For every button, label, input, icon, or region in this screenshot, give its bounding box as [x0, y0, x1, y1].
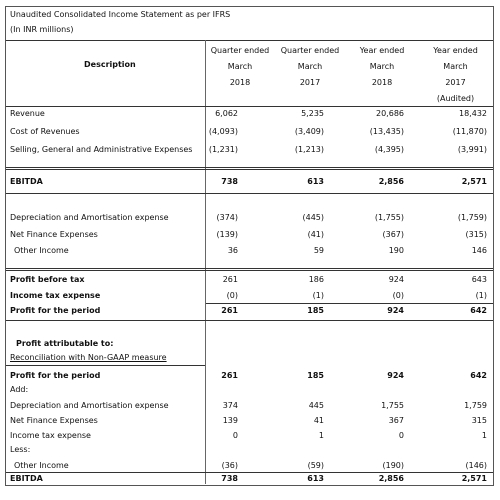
- cell-y2018: 0: [398, 431, 404, 440]
- cell-y2018: 924: [387, 306, 404, 315]
- cell-q2017: 185: [307, 306, 324, 315]
- col4-header-line1: Year ended: [433, 46, 478, 55]
- cell-q2017: 59: [313, 246, 324, 255]
- cell-q2017: 186: [308, 275, 324, 284]
- col2-header: [274, 43, 346, 91]
- income-statement-document: [5, 6, 494, 486]
- cell-y2018: (13,435): [369, 127, 404, 136]
- row-label: Profit for the period: [10, 371, 101, 380]
- row-other-income-recon: [6, 459, 493, 473]
- row-label: Other Income: [14, 246, 69, 255]
- row-label: Reconciliation with Non-GAAP measure: [10, 353, 167, 362]
- col3-header-line3: 2018: [371, 78, 393, 87]
- col4-header-line3: 2017: [445, 78, 466, 87]
- row-reconciliation-heading: [6, 351, 493, 365]
- row-label: EBITDA: [10, 474, 43, 483]
- cell-q2018: 261: [221, 371, 238, 380]
- statement-units: (In INR millions): [10, 25, 74, 34]
- cell-q2017: 41: [313, 416, 324, 425]
- cell-q2018: 139: [222, 416, 238, 425]
- col2-header-line3: 2017: [299, 78, 321, 87]
- col3-header-line2: March: [369, 62, 395, 71]
- divider-pbt-top-2: [6, 270, 493, 271]
- cell-y2017: 315: [471, 416, 487, 425]
- row-profit-before-tax: [6, 273, 493, 287]
- row-cost-of-revenues: [6, 125, 493, 139]
- cell-q2017: (3,409): [294, 127, 324, 136]
- cell-q2018: (1,231): [208, 145, 238, 154]
- row-label: Revenue: [10, 109, 45, 118]
- title-divider: [6, 40, 493, 41]
- divider-reconciliation: [6, 365, 205, 366]
- col1-header-line2: March: [227, 62, 253, 71]
- row-label: Profit for the period: [10, 306, 101, 315]
- cell-y2018: (190): [382, 461, 404, 470]
- divider-pfp-bottom: [6, 320, 493, 321]
- divider-ebitda-top: [6, 167, 493, 168]
- row-label: Other Income: [14, 461, 69, 470]
- cell-q2018: 738: [221, 474, 238, 483]
- cell-y2017: 2,571: [461, 474, 487, 483]
- row-label: Add:: [10, 385, 29, 394]
- cell-y2017: 146: [471, 246, 487, 255]
- cell-y2018: 924: [388, 275, 404, 284]
- cell-y2018: 190: [388, 246, 404, 255]
- cell-y2017: (3,991): [457, 145, 487, 154]
- cell-q2018: 0: [232, 431, 238, 440]
- row-profit-for-period-recon: [6, 369, 493, 383]
- cell-q2017: 613: [307, 474, 324, 483]
- row-add: [6, 383, 493, 397]
- col2-header-line1: Quarter ended: [280, 46, 340, 55]
- cell-y2017: (146): [465, 461, 487, 470]
- divider-ebitda-bottom: [6, 193, 493, 194]
- cell-y2018: (0): [392, 291, 404, 300]
- cell-q2017: (1,213): [294, 145, 324, 154]
- cell-y2018: 2,856: [378, 474, 404, 483]
- divider-pbt-top: [6, 268, 493, 269]
- statement-title: Unaudited Consolidated Income Statement as per IFRS: [10, 10, 231, 19]
- col4-header: [418, 43, 493, 107]
- cell-q2018: (139): [216, 230, 238, 239]
- cell-y2018: 1,755: [381, 401, 404, 410]
- cell-q2018: (374): [216, 213, 238, 222]
- col4-header-line2: March: [443, 62, 468, 71]
- cell-y2017: (315): [465, 230, 487, 239]
- row-label: EBITDA: [10, 177, 43, 186]
- row-other-income: [6, 244, 493, 258]
- col1-header-line3: 2018: [229, 78, 251, 87]
- cell-y2018: 2,856: [378, 177, 404, 186]
- row-label: Net Finance Expenses: [10, 230, 98, 239]
- cell-q2017: (41): [307, 230, 324, 239]
- row-label: Net Finance Expenses: [10, 416, 98, 425]
- cell-q2018: 261: [222, 275, 238, 284]
- row-net-finance: [6, 228, 493, 242]
- cell-y2017: 18,432: [459, 109, 487, 118]
- cell-y2017: 1,759: [464, 401, 487, 410]
- row-income-tax: [6, 289, 493, 303]
- col4-header-line4: (Audited): [436, 94, 475, 103]
- cell-q2017: 445: [308, 401, 324, 410]
- cell-y2017: 643: [471, 275, 487, 284]
- col2-header-line2: March: [297, 62, 323, 71]
- cell-y2018: (1,755): [374, 213, 404, 222]
- row-label: Profit before tax: [10, 275, 85, 284]
- cell-y2017: 2,571: [461, 177, 487, 186]
- divider-ebitda-top-2: [6, 169, 493, 170]
- cell-q2018: 6,062: [215, 109, 238, 118]
- row-label: Less:: [10, 445, 31, 454]
- cell-q2018: (0): [226, 291, 238, 300]
- cell-y2018: (367): [382, 230, 404, 239]
- row-label: Income tax expense: [10, 291, 101, 300]
- cell-q2018: 738: [221, 177, 238, 186]
- cell-q2017: 185: [307, 371, 324, 380]
- cell-y2017: (11,870): [452, 127, 487, 136]
- cell-y2017: 642: [470, 306, 487, 315]
- row-sga-expenses: [6, 143, 493, 157]
- row-net-finance-recon: [6, 414, 493, 428]
- cell-q2017: 5,235: [301, 109, 324, 118]
- cell-q2017: 1: [318, 431, 324, 440]
- description-header: Description: [84, 60, 136, 69]
- col3-header-line1: Year ended: [359, 46, 405, 55]
- cell-y2018: 924: [387, 371, 404, 380]
- cell-y2017: (1): [475, 291, 487, 300]
- row-label: Depreciation and Amortisation expense: [10, 213, 169, 222]
- cell-y2018: (4,395): [374, 145, 404, 154]
- col1-header-line1: Quarter ended: [210, 46, 270, 55]
- cell-q2018: 36: [227, 246, 238, 255]
- row-depreciation-recon: [6, 399, 493, 413]
- cell-q2017: (59): [307, 461, 324, 470]
- cell-q2018: (4,093): [208, 127, 238, 136]
- row-income-tax-recon: [6, 429, 493, 443]
- col1-header: [206, 43, 274, 91]
- row-label: Depreciation and Amortisation expense: [10, 401, 169, 410]
- row-depreciation: [6, 211, 493, 225]
- row-less: [6, 443, 493, 457]
- row-label: Profit attributable to:: [16, 339, 114, 348]
- cell-y2017: 1: [481, 431, 487, 440]
- cell-q2018: 374: [222, 401, 238, 410]
- col3-header: [346, 43, 418, 91]
- row-ebitda-recon: [6, 472, 493, 486]
- cell-y2018: 367: [388, 416, 404, 425]
- cell-y2017: 642: [470, 371, 487, 380]
- row-label: Income tax expense: [10, 431, 91, 440]
- row-label: Cost of Revenues: [10, 127, 80, 136]
- row-ebitda: [6, 175, 493, 189]
- row-revenue: [6, 107, 493, 121]
- cell-y2018: 20,686: [376, 109, 404, 118]
- row-profit-for-period: [6, 304, 493, 318]
- cell-q2018: 261: [221, 306, 238, 315]
- row-profit-attributable: [6, 337, 493, 351]
- cell-y2017: (1,759): [457, 213, 487, 222]
- cell-q2018: (36): [221, 461, 238, 470]
- cell-q2017: (1): [312, 291, 324, 300]
- row-label: Selling, General and Administrative Expenses: [10, 145, 193, 154]
- cell-q2017: (445): [302, 213, 324, 222]
- cell-q2017: 613: [307, 177, 324, 186]
